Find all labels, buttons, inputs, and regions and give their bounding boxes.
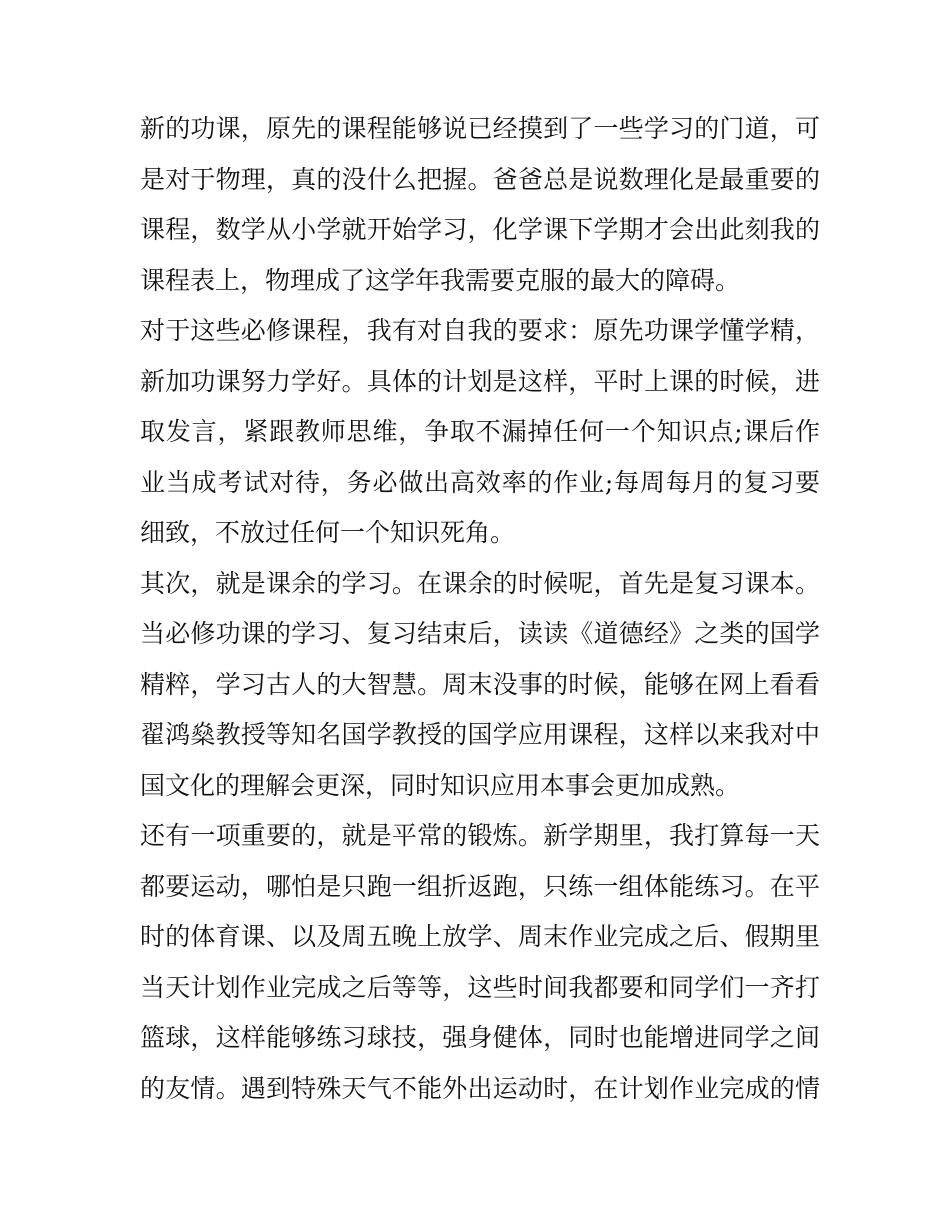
text-line: 都要运动，哪怕是只跑一组折返跑，只练一组体能练习。在平	[140, 871, 820, 901]
text-line: 课程，数学从小学就开始学习，化学课下学期才会出此刻我的	[140, 215, 820, 244]
text-line: 当天计划作业完成之后等等，这些时间我都要和同学们一齐打	[140, 972, 820, 1002]
text-line: 是对于物理，真的没什么把握。爸爸总是说数理化是最重要的	[140, 164, 820, 194]
text-line: 时的体育课、以及周五晚上放学、周末作业完成之后、假期里	[140, 922, 820, 951]
text-line: 取发言，紧跟教师思维，争取不漏掉任何一个知识点;课后作	[140, 417, 820, 446]
paragraph-4	[140, 811, 820, 1114]
text-line: 课程表上，物理成了这学年我需要克服的最大的障碍。	[140, 265, 741, 295]
document-body	[140, 104, 820, 1114]
paragraph-3	[140, 559, 820, 812]
text-line: 篮球，这样能够练习球技，强身健体，同时也能增进同学之间	[140, 1023, 820, 1052]
text-line: 新的功课，原先的课程能够说已经摸到了一些学习的门道，可	[140, 114, 820, 143]
text-line: 当必修功课的学习、复习结束后，读读《道德经》之类的国学	[140, 619, 820, 648]
text-line: 翟鸿燊教授等知名国学教授的国学应用课程，这样以来我对中	[140, 720, 820, 749]
paragraph-2	[140, 306, 820, 559]
text-line: 还有一项重要的，就是平常的锻炼。新学期里，我打算每一天	[140, 821, 820, 850]
text-line: 其次，就是课余的学习。在课余的时候呢，首先是复习课本。	[140, 568, 820, 598]
text-line: 新加功课努力学好。具体的计划是这样，平时上课的时候，进	[140, 366, 820, 396]
text-line: 细致，不放过任何一个知识死角。	[140, 518, 516, 547]
text-line: 业当成考试对待，务必做出高效率的作业;每周每月的复习要	[140, 467, 820, 497]
paragraph-1	[140, 104, 820, 306]
text-line: 国文化的理解会更深，同时知识应用本事会更加成熟。	[140, 770, 741, 800]
text-line: 的友情。遇到特殊天气不能外出运动时，在计划作业完成的情	[140, 1073, 820, 1103]
text-line: 对于这些必修课程，我有对自我的要求：原先功课学懂学精，	[140, 316, 820, 345]
text-line: 精粹，学习古人的大智慧。周末没事的时候，能够在网上看看	[140, 669, 820, 699]
